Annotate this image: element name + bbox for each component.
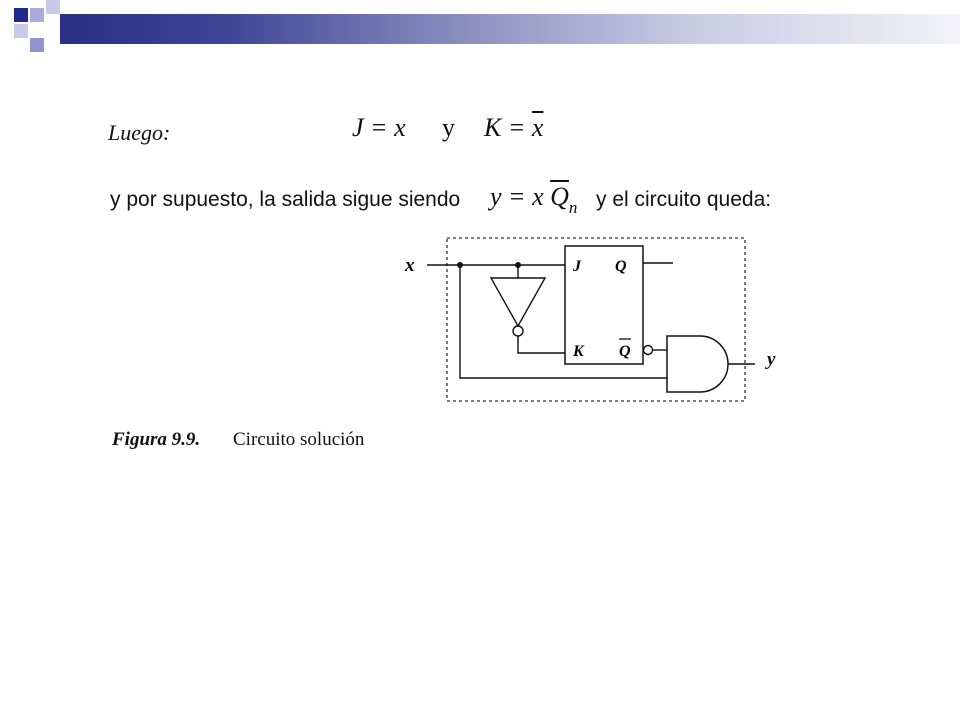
header-square-decoration xyxy=(30,8,44,22)
header-square-decoration xyxy=(46,0,60,14)
output-equation xyxy=(490,182,578,217)
qbar-bubble xyxy=(644,346,653,355)
and-gate xyxy=(667,336,728,392)
output-equation-q: $\overline{Q}$ xyxy=(550,182,569,211)
header-square-decoration xyxy=(14,24,28,38)
equation-k-var: $\overline{x}$ xyxy=(531,113,544,142)
figure-caption-text: Circuito solución xyxy=(233,429,365,450)
sentence-end: y el circuito queda: xyxy=(596,188,772,211)
connector-word: y xyxy=(442,113,455,142)
inverter-bubble xyxy=(513,326,523,336)
output-label: y xyxy=(767,349,776,370)
header-square-decoration xyxy=(14,8,28,22)
header-gradient-bar xyxy=(60,14,960,44)
output-equation-lhs: y = x xyxy=(490,182,551,211)
ff-j-label: J xyxy=(573,258,581,275)
ff-q-label: Q xyxy=(615,258,627,275)
ff-qbar-label: Q xyxy=(619,343,631,360)
wire-to-k xyxy=(518,336,565,353)
equation-j: J = x xyxy=(352,113,406,142)
header-square-decoration xyxy=(30,38,44,52)
ff-k-label: K xyxy=(573,343,584,360)
equation-k xyxy=(484,113,543,143)
circuit-diagram xyxy=(395,228,755,408)
input-label: x xyxy=(405,255,415,276)
intro-label: Luego: xyxy=(108,120,171,145)
inverter-triangle xyxy=(491,278,545,326)
figure-caption-label: Figura 9.9. xyxy=(112,429,201,450)
output-equation-sub: n xyxy=(568,198,578,217)
sentence-start: y por supuesto, la salida sigue siendo xyxy=(110,188,461,211)
equation-k-lhs: K = xyxy=(484,113,532,142)
